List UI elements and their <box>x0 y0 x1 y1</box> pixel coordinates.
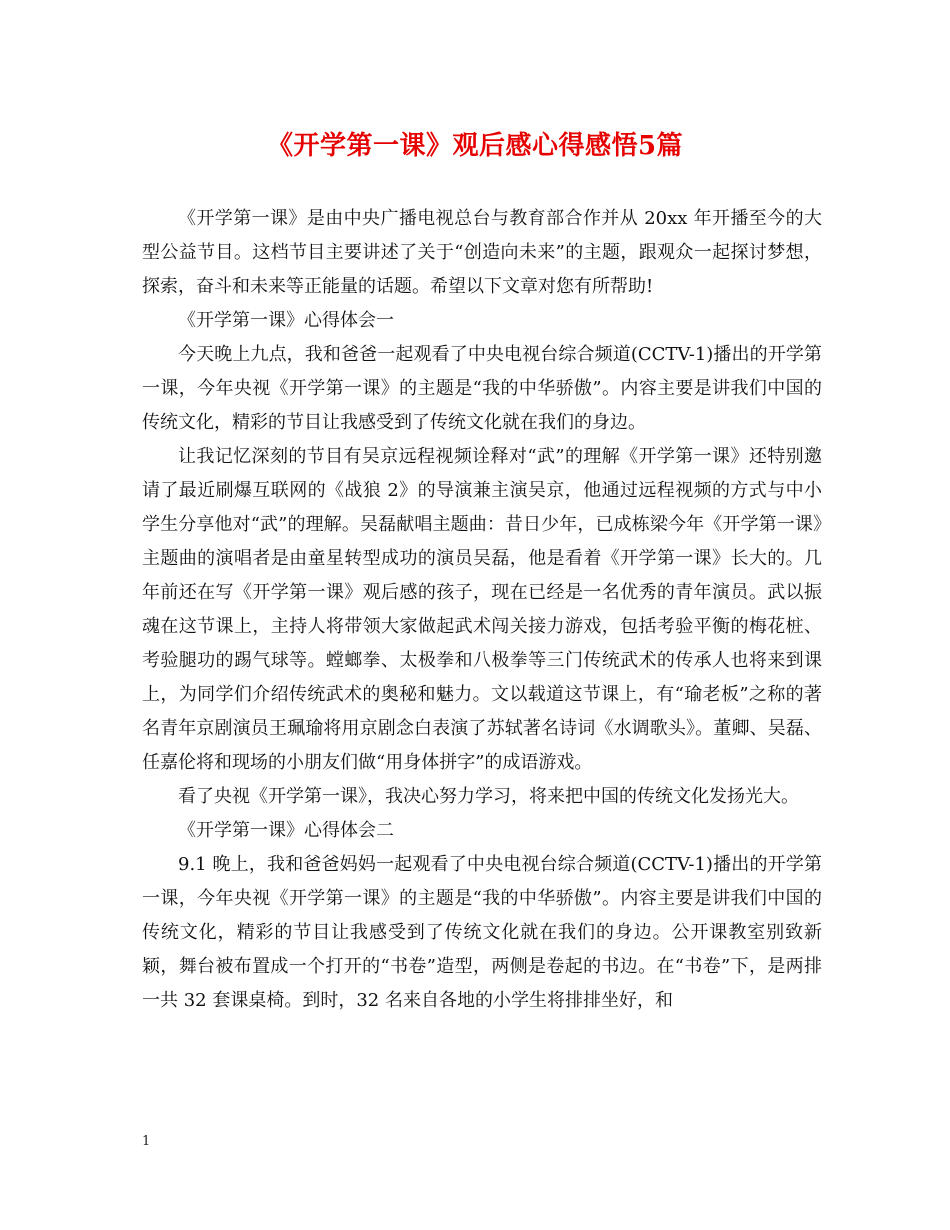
document-body <box>142 202 822 1018</box>
body-paragraph: 9.1 晚上，我和爸爸妈妈一起观看了中央电视台综合频道(CCTV-1)播出的开学第一课，今年央视《开学第一课》的主题是“我的中华骄傲”。内容主要是讲我们中国的传统文化，精彩的节目让我感受到了传统文化就在我们的身边。公开课教室别致新颖，舞台被布置成一个打开的“书卷”造型，两侧是卷起的书边。在“书卷”下，是两排一共 32 套课桌椅。到时，32 名来自各地的小学生将排排坐好，和 <box>142 854 822 1011</box>
body-paragraph: 今天晚上九点，我和爸爸一起观看了中央电视台综合频道(CCTV-1)播出的开学第一课，今年央视《开学第一课》的主题是“我的中华骄傲”。内容主要是讲我们中国的传统文化，精彩的节目让我感受到了传统文化就在我们的身边。 <box>142 344 822 433</box>
section-heading-one: 《开学第一课》心得体会一 <box>178 310 394 331</box>
intro-paragraph: 《开学第一课》是由中央广播电视总台与教育部合作并从 20xx 年开播至今的大型公益节目。这档节目主要讲述了关于“创造向未来”的主题，跟观众一起探讨梦想，探索，奋斗和未来等正能量的话题。希望以下文章对您有所帮助! <box>142 208 822 297</box>
body-paragraph: 看了央视《开学第一课》，我决心努力学习，将来把中国的传统文化发扬光大。 <box>178 786 799 807</box>
document-title: 《开学第一课》观后感心得感悟5篇 <box>266 131 684 161</box>
body-paragraph: 让我记忆深刻的节目有吴京远程视频诠释对“武”的理解《开学第一课》还特别邀请了最近刷爆互联网的《战狼 2》的导演兼主演吴京，他通过远程视频的方式与中小学生分享他对“武”的理解。吴磊献唱主题曲：昔日少年，已成栋梁今年《开学第一课》主题曲的演唱者是由童星转型成功的演员吴磊，他是看着《开学第一课》长大的。几年前还在写《开学第一课》观后感的孩子，现在已经是一名优秀的青年演员。武以振魂在这节课上，主持人将带领大家做起武术闯关接力游戏，包括考验平衡的梅花桩、考验腿功的踢气球等。螳螂拳、太极拳和八极拳等三门传统武术的传承人也将来到课上，为同学们介绍传统武术的奥秘和魅力。文以载道这节课上，有“瑜老板”之称的著名青年京剧演员王珮瑜将用京剧念白表演了苏轼著名诗词《水调歌头》。董卿、吴磊、任嘉伦将和现场的小朋友们做“用身体拼字”的成语游戏。 <box>142 446 822 773</box>
section-heading-two: 《开学第一课》心得体会二 <box>178 820 394 841</box>
page-number: 1 <box>142 1134 151 1149</box>
